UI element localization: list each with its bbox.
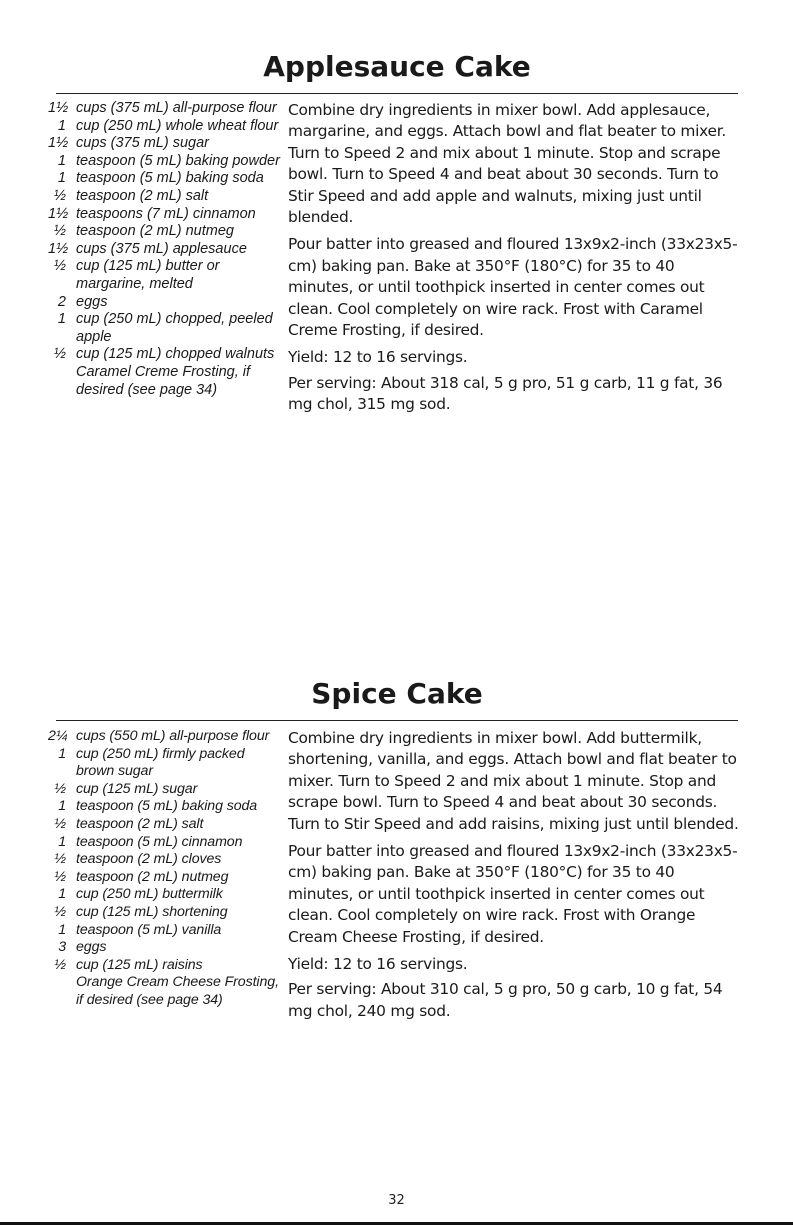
- ingredient-quantity: [48, 364, 66, 399]
- ingredient-quantity: 1: [58, 886, 66, 903]
- directions-baking: Pour batter into greased and floured 13x9x2-inch (33x23x5-cm) baking pan. Bake at 350°F (180°C) for 35 to 40 minutes, or until toothpick inserted in center comes out clean. Cool completely on wire rack. Frost with Caramel Creme Frosting, if desired.: [288, 235, 738, 340]
- ingredient-text: eggs: [76, 293, 108, 310]
- ingredient-item: [48, 346, 286, 364]
- ingredient-text: teaspoon (2 mL) cloves: [76, 851, 222, 868]
- ingredient-quantity: ½: [54, 868, 66, 885]
- ingredient-item: [48, 974, 286, 1009]
- nutrition-text: Per serving: About 310 cal, 5 g pro, 50 g carb, 10 g fat, 54 mg chol, 240 mg sod.: [288, 980, 723, 1020]
- ingredient-item: [48, 135, 286, 153]
- ingredient-text: cup (125 mL) raisins: [76, 956, 203, 973]
- ingredient-item: [48, 851, 286, 869]
- ingredient-item: [48, 886, 286, 904]
- ingredient-text: teaspoon (2 mL) nutmeg: [76, 868, 229, 885]
- directions-mixing: Combine dry ingredients in mixer bowl. Add applesauce, margarine, and eggs. Attach bowl and flat beater to mixer. Turn to Speed 2 and mix about 1 minute. Stop and scrape bowl. Turn to Speed 4 and beat about 30 seconds. Turn to Stir Speed and add apple and walnuts, mixing just until blended.: [288, 101, 727, 227]
- recipe-title: Spice Cake: [311, 677, 483, 710]
- ingredient-item: [48, 834, 286, 852]
- ingredient-quantity: 3: [58, 939, 66, 956]
- ingredient-text: cup (250 mL) chopped, peeled apple: [76, 311, 273, 345]
- title-rule: [56, 720, 738, 721]
- ingredient-text: cup (250 mL) buttermilk: [76, 886, 223, 903]
- nutrition-text: Per serving: About 318 cal, 5 g pro, 51 g carb, 11 g fat, 36 mg chol, 315 mg sod.: [288, 373, 723, 414]
- ingredient-quantity: 2¼: [48, 728, 68, 744]
- ingredient-list: [48, 728, 286, 1010]
- ingredient-quantity: 1½: [48, 240, 69, 257]
- ingredient-item: [48, 904, 286, 922]
- ingredient-item: [48, 922, 286, 940]
- ingredient-item: [48, 364, 286, 399]
- ingredient-quantity: ½: [53, 258, 66, 275]
- recipe-title: Applesauce Cake: [263, 50, 531, 83]
- ingredient-item: [48, 798, 286, 816]
- ingredient-quantity: 1: [57, 170, 66, 187]
- title-rule: [56, 93, 738, 94]
- ingredient-item: [48, 223, 286, 241]
- ingredient-item: [48, 781, 286, 799]
- ingredient-text: Caramel Creme Frosting, if desired (see page 34): [76, 363, 251, 398]
- ingredient-quantity: [48, 974, 66, 1009]
- ingredient-text: cups (375 mL) all-purpose flour: [76, 100, 277, 116]
- ingredient-quantity: ½: [53, 346, 66, 363]
- ingredient-quantity: ½: [54, 780, 66, 797]
- directions-mixing: Combine dry ingredients in mixer bowl. Add buttermilk, shortening, vanilla, and eggs. Attach bowl and flat beater to mixer. Turn to Speed 2 and mix about 1 minute. Stop and scrape bowl. Turn to Speed 4 and beat about 30 seconds. Turn to Stir Speed and add raisins, mixing just until blended.: [288, 729, 739, 833]
- ingredient-text: cups (375 mL) applesauce: [76, 240, 247, 257]
- ingredient-quantity: 1: [58, 798, 66, 815]
- ingredient-text: cups (375 mL) sugar: [76, 135, 209, 152]
- ingredient-item: [48, 869, 286, 887]
- ingredient-text: cup (125 mL) butter or margarine, melted: [76, 258, 220, 292]
- ingredient-text: teaspoon (5 mL) vanilla: [76, 921, 222, 938]
- ingredient-text: cup (125 mL) shortening: [76, 903, 228, 920]
- ingredient-item: [48, 153, 286, 171]
- ingredient-quantity: ½: [53, 223, 66, 240]
- yield-text: Yield: 12 to 16 servings.: [288, 348, 468, 367]
- ingredient-text: cup (250 mL) firmly packed brown sugar: [76, 745, 245, 780]
- yield-text: Yield: 12 to 16 servings.: [288, 955, 468, 974]
- ingredient-item: [48, 206, 286, 224]
- directions: [288, 728, 743, 1028]
- ingredient-text: teaspoon (2 mL) salt: [76, 815, 204, 832]
- ingredient-item: [48, 294, 286, 312]
- ingredient-item: [48, 258, 286, 293]
- ingredient-item: [48, 746, 286, 781]
- directions-baking: Pour batter into greased and floured 13x9x2-inch (33x23x5-cm) baking pan. Bake at 350°F (180°C) for 35 to 40 minutes, or until toothpick inserted in center comes out clean. Cool completely on wire rack. Frost with Orange Cream Cheese Frosting, if desired.: [288, 842, 738, 946]
- ingredient-text: teaspoon (2 mL) nutmeg: [76, 223, 234, 240]
- ingredient-quantity: 1: [58, 833, 66, 850]
- ingredient-quantity: 1: [57, 117, 66, 134]
- ingredient-item: [48, 188, 286, 206]
- ingredient-quantity: ½: [54, 903, 66, 920]
- ingredient-text: teaspoon (5 mL) baking soda: [76, 798, 258, 815]
- ingredient-item: [48, 170, 286, 188]
- ingredient-quantity: ½: [54, 851, 66, 868]
- ingredient-item: [48, 728, 286, 746]
- ingredient-text: teaspoons (7 mL) cinnamon: [76, 205, 256, 222]
- ingredient-text: teaspoon (2 mL) salt: [76, 187, 209, 204]
- ingredient-text: cup (125 mL) chopped walnuts: [76, 346, 275, 363]
- ingredient-quantity: 1: [58, 921, 66, 938]
- ingredient-quantity: ½: [53, 187, 66, 204]
- ingredient-quantity: 1: [57, 152, 66, 169]
- ingredient-quantity: ½: [54, 815, 66, 832]
- ingredient-text: cups (550 mL) all-purpose flour: [76, 728, 270, 744]
- ingredient-text: teaspoon (5 mL) baking powder: [76, 152, 280, 169]
- page-number: 32: [388, 1193, 405, 1208]
- ingredient-item: [48, 118, 286, 136]
- ingredient-item: [48, 816, 286, 834]
- ingredient-quantity: ½: [54, 956, 66, 973]
- ingredient-item: [48, 311, 286, 346]
- ingredient-text: teaspoon (5 mL) cinnamon: [76, 833, 243, 850]
- ingredient-quantity: 1: [58, 745, 66, 762]
- ingredient-list: [48, 100, 286, 399]
- ingredient-quantity: 1½: [48, 205, 69, 222]
- ingredient-item: [48, 939, 286, 957]
- ingredient-quantity: 1½: [48, 100, 69, 116]
- ingredient-text: cup (125 mL) sugar: [76, 780, 198, 797]
- ingredient-text: cup (250 mL) whole wheat flour: [76, 117, 279, 134]
- ingredient-item: [48, 100, 286, 118]
- ingredient-text: eggs: [76, 939, 107, 956]
- ingredient-quantity: 2: [57, 293, 66, 310]
- ingredient-text: teaspoon (5 mL) baking soda: [76, 170, 264, 187]
- ingredient-quantity: 1½: [48, 135, 69, 152]
- ingredient-item: [48, 957, 286, 975]
- ingredient-quantity: 1: [57, 311, 66, 328]
- ingredient-text: Orange Cream Cheese Frosting, if desired (see page 34): [76, 974, 279, 1008]
- directions: [288, 100, 743, 422]
- ingredient-item: [48, 241, 286, 259]
